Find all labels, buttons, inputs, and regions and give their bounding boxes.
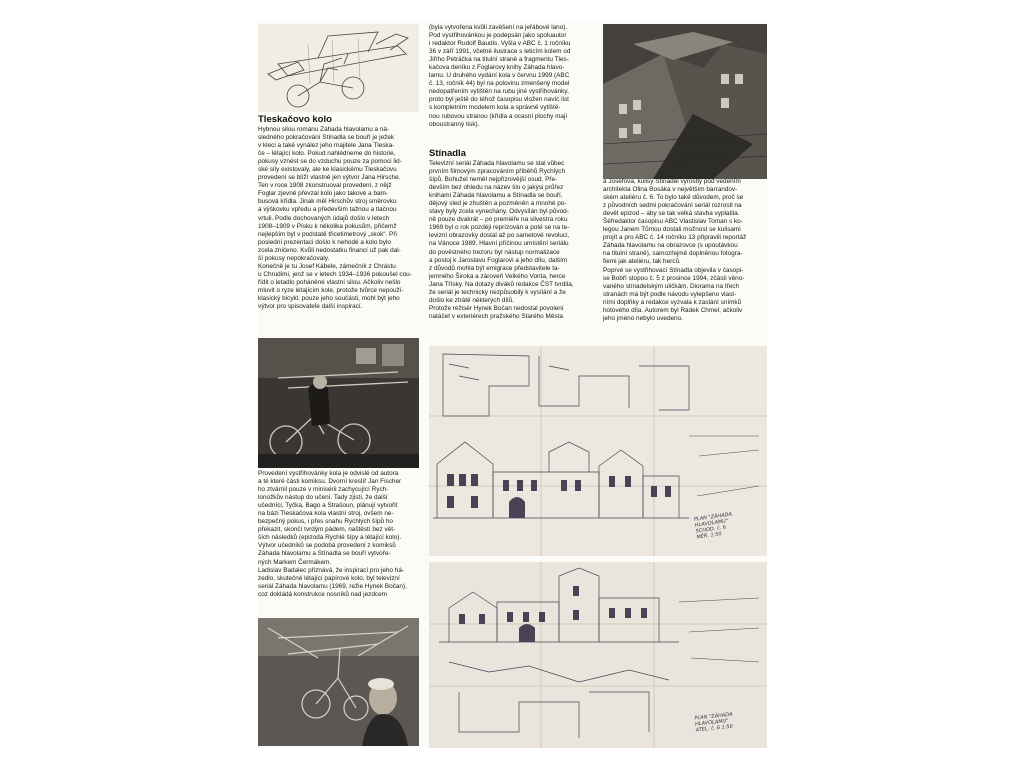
workshop-bicycle-photo: [258, 338, 419, 468]
set-blueprint-bottom: [429, 562, 767, 748]
tleskac-intro-text: Hybnou silou románu Záhada hlavolamu a ná- sledného pokračování Stínadla se bouří je ježek v kleci a také vynález jeho majitele Jana Tleska- če – létající kolo. Pokud nahlédneme do historie, pokusy vznést se do vzduchu pouze za pomoci lid- ské síly existovaly, ale ke klasickému Tleskačovu provedení se blíží vlastně jen výtvor Jana Hirsche. Ten v roce 1908 zkonstruoval provedení, z nějž Foglar zjevně převzal kolo jako takové a bam- busová křídla. Jinak měl Hirschův stroj směrovku a výškovku vpředu a především tažnou a tlačnou vrtuli. Podle dochovaných údajů došlo v letech 1908–1909 v Písku k několika pokusům, přičemž nejlepším byl v podstatě třicetimetrový „skok“. Při poslední prezentaci došlo k nehodě a kolo bylo zcela zničeno. Kvůli nedostatku financí už pak dal- ší pokusy nepokračovaly. Konečně je tu Josef Kábele, zámečník z Chrástu u Chrudimi, jenž se v letech 1934–1936 pokoušel cou- řídit o letadlo poháněné vlastní silou. Ačkoliv nešlo mluvit o ryze létajícím kole, protože tvůrce nepouží- klasický bicykl, pouze jeho součásti, mohl být jeho výtvor pro spisovatele další inspirací.: [258, 126, 412, 311]
tleskac-heading: Tleskačovo kolo: [258, 114, 332, 125]
magazine-page: [258, 22, 767, 748]
stinadla-continued-text: a Josefova, kulisy Stínadel vyrostly pod vedením architekta Olina Bosáka v největším barrandov- ském ateliéru č. 6. To bylo také důvodem, proč se z původních sedmi pokračování seriál rozrostl na devět epizod – aby se tak velká stavba vyplatila. Šéfredaktor časopisu ABC Vlastislav Toman s ko- legou Janem Tůmou dostali možnost se kulisami projít a pro ABC č. 14 ročníku 13 připravili reportáž Záhada hlavolamu na obrazovce (s upoutávkou na titulní straně), samozřejmě doplněnou fotogra- fiemi jak ateliéru, tak herců. Poprvé se vystřihovací Stínadla objevila v časopi- se Bobří stopou č. 5 z prosince 1994, zčásti věno- vaného stínadelským uličkám. Diorama na třech stranách má být podle návodu vylepšeno vlast- ními doplňky a redakce vyzvala k zaslání snímků hotového díla. Autorem byl Radek Chmel, ačkoliv jeho jméno nebylo uvedeno.: [603, 178, 747, 322]
man-with-bicycle-photo: [258, 618, 419, 746]
stinadla-text: Televizní seriál Záhada hlavolamu se stal vůbec prvním filmovým zpracováním příběhů Rychlých šípů. Bohužel neměl nejpříznivější osud. Pře- devším bez ohledu na název šlo o jakýsi průřez knihami Záhada hlavolamu a Stínadla se bouří, dějový sled je zhuštěn a pozměněn a mnohé po- stavy byly zcela vynechány. Odvysílán byl původ- ně pouze dvakrát – po premiéře na silvestra roku 1969 byl o rok později reprízován a poté se na te- levizní obrazovky dostal až po sametové revoluci, na Vánoce 1989. Hlavní příčinou umístění seriálu do pověstného trezoru byl nástup normalizace a postoj k Jaroslavu Foglarovi a jeho dílu, dalším z důvodů mohla být emigrace představitele ta- jemného Široka a zároveň Velkého Vonta, herce Jana Třísky. Na dotazy diváků redakce ČST tvrdila, že seriál je technicky nezpůsobilý k vysílání a že došlo ke ztrátě některých dílů. Protože režisér Hynek Bočan nedostal povolení natáčet v exteriérech pražského Starého Města: [429, 160, 574, 320]
vystrihovanka-continued-text: (byla vytvořena kvůli zavěšení na jeřábové lano). Pod vystřihovánkou je podepsán jako spoluautor i redaktor Rudolf Baudis. Vyšla v ABC č. 1 ročníku 36 v září 1991, včetně ilustrace s leticím kolem od Jiřího Petráčka na titulní straně a fragmentu Tles- kačova deníku z Foglarovy knihy Záhada hlavo- lamu. U druhého vydání kola v červnu 1999 (ABC č. 13, ročník 44) byl na polovinu zmenšený model nedopatřením vytištěn na rubu jiné vystřihovánky, proto byl ještě do téhož časopisu vložen navíc list s kompletním modelem kola a správně vytiště- nou rubovou stranou (křídla a ocasní plochy mají oboustranný tisk).: [429, 24, 571, 128]
set-blueprint-top: [429, 346, 767, 556]
blueprint-top-note: PLAN "ZÁHADA HLAVOLAMU" SCHOD. č. 6 MĚŘ. 1:50: [693, 511, 733, 541]
stinadla-heading: Stínadla: [429, 148, 466, 159]
vystrihovanka-text: Provedení vystřihovánky kola je odvislé od autora a té které části komiksu. Dvorní kreslíř Jan Fischer ho ztvárnil pouze v minisérii zachycující Rych- lonožkův nástup do učení. Tady zjistí, že další učedníci, Tyčka, Bago a Strašoun, plánují vytvořit na bázi Tleskačova kola vlastní stroj, ovšem ne- bezpečný pokus, i přes snahu Rychlých šípů ho překazit, skončí tvrdým pádem, naštěstí bez vět- ších následků (epizoda Rychlé šípy a létající kolo). Výtvor učedníků se podobá provedení z komiksů Záhada hlavolamu a Stínadla se bouří vytvoře- ných Markem Čermákem. Ladislav Badalec přiznává, že inspirací pro jeho há- zedlo, skutečně létající papírové kolo, byl televizní seriál Záhada hlavolamu (1969, režie Hynek Bočan), coz dokládá konstrukce nosníků nad jezdcem: [258, 470, 407, 598]
flying-bicycle-sketch: [258, 24, 419, 112]
blueprint-bottom-note: PLAN "ZÁHADA HLAVOLAMU" ATEL. č. 6 1:50: [694, 711, 734, 734]
film-set-photo: [603, 24, 767, 179]
